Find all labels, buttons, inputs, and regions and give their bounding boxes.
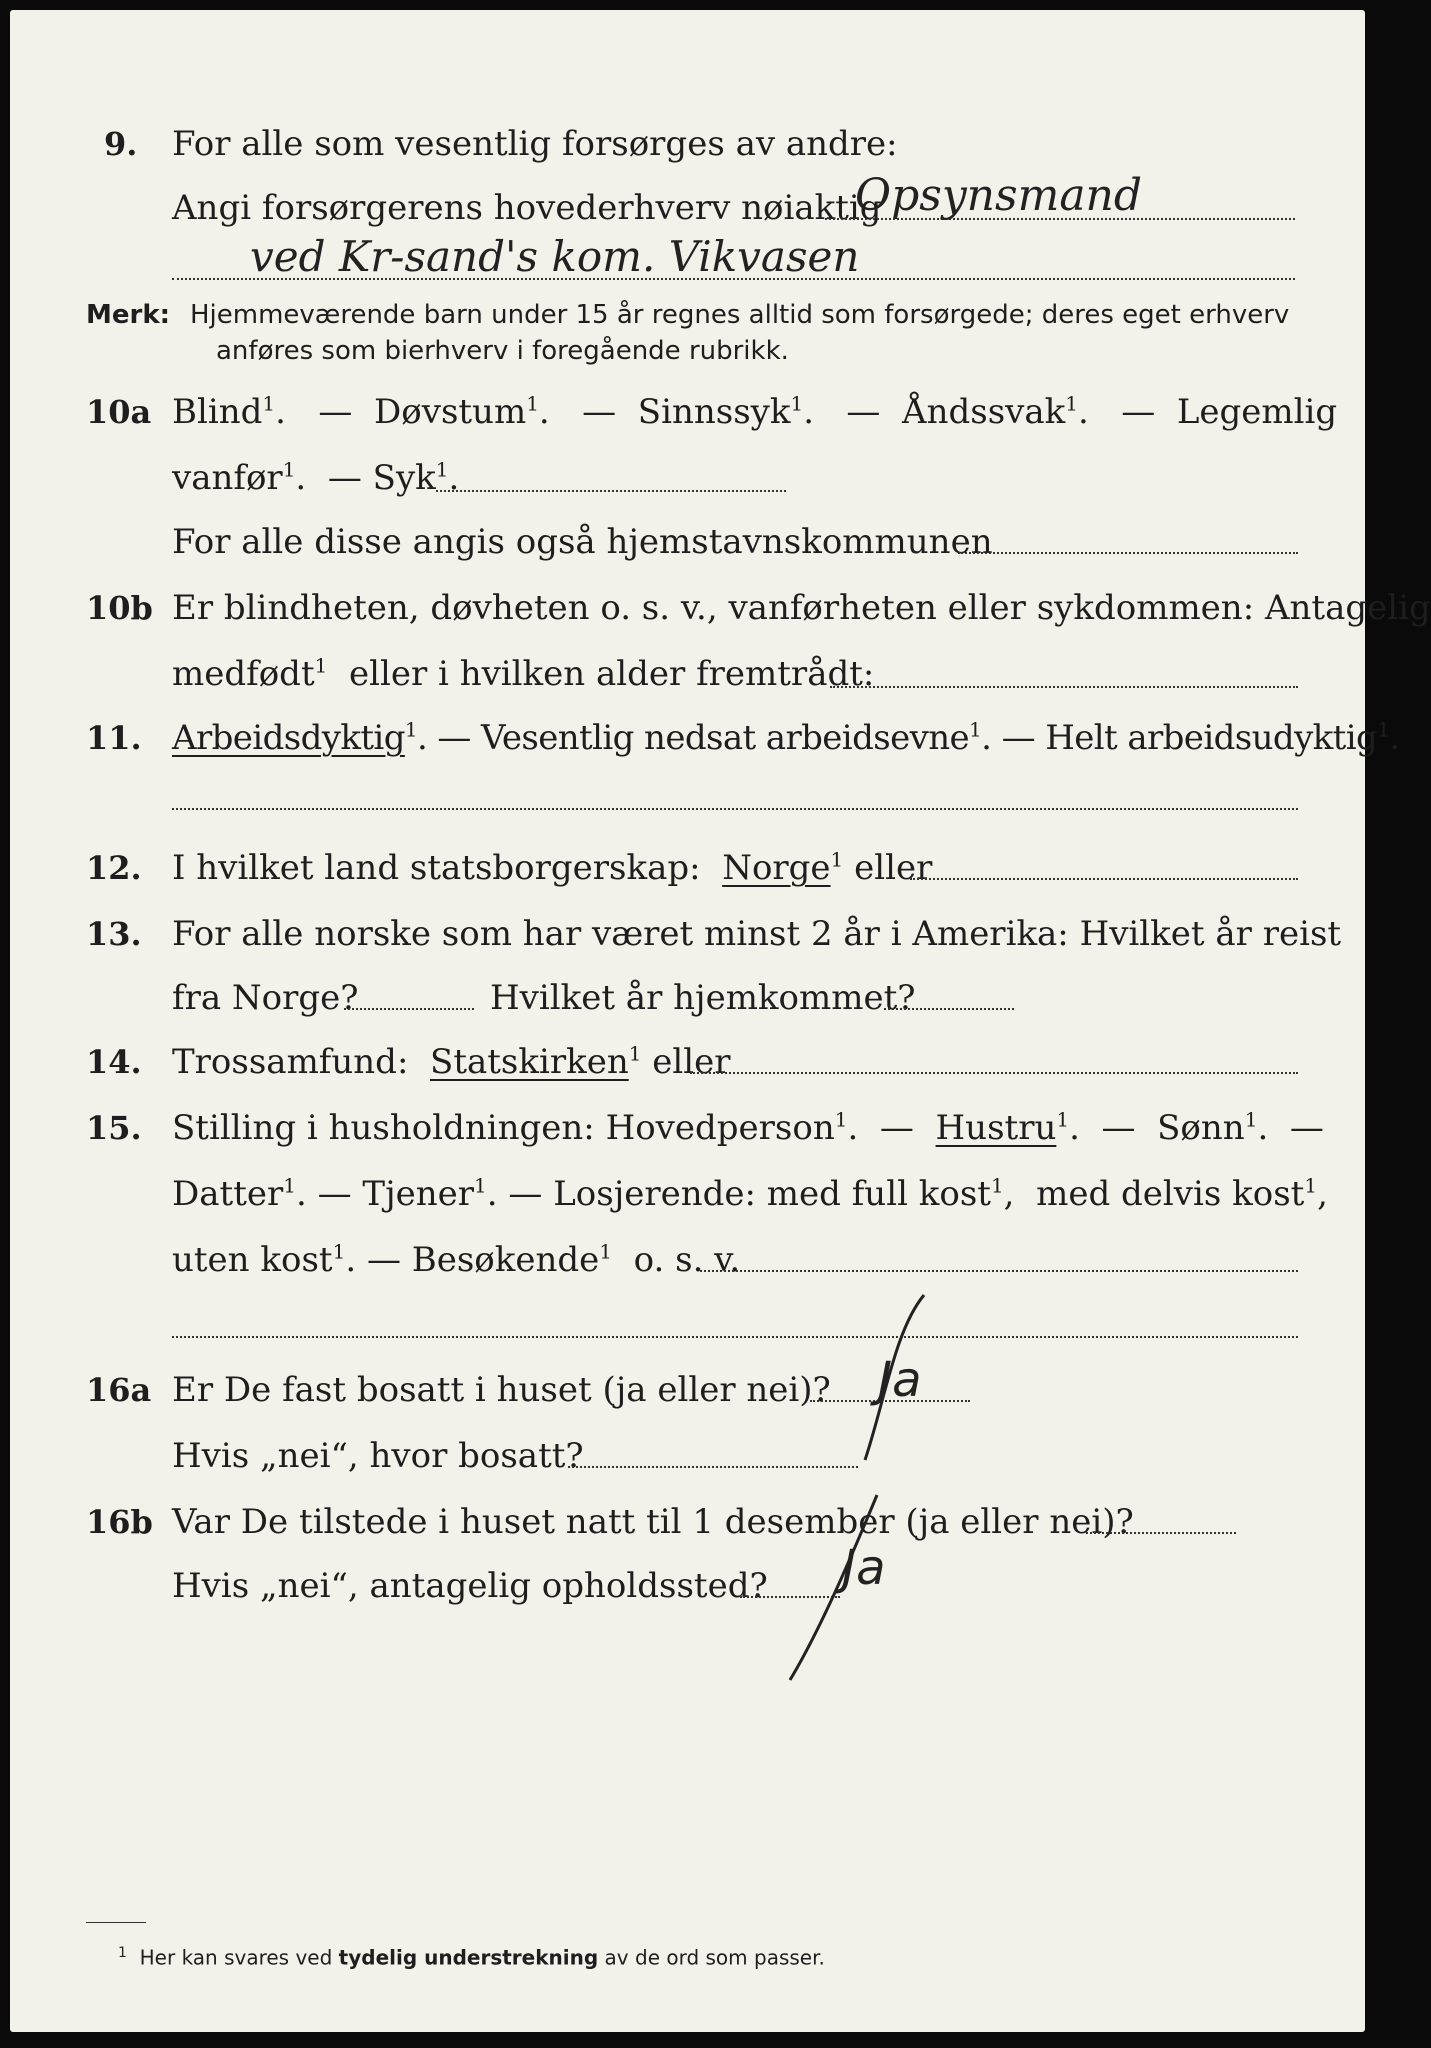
- option-norge-underlined: Norge: [722, 848, 831, 888]
- option-syk: Syk: [372, 458, 436, 498]
- merk-line1: Hjemmeværende barn under 15 år regnes alltid som forsørgede; deres eget erhverv: [190, 300, 1290, 330]
- q11-line: Arbeidsdyktig$^1$. — Vesentlig nedsat arbeidsevne$^1$. — Helt arbeidsudyktig$^1$.: [172, 717, 1400, 758]
- option-nedsat-arbeidsevne: — Vesentlig nedsat arbeidsevne: [437, 718, 970, 758]
- option-statskirken-underlined: Statskirken: [430, 1042, 629, 1082]
- q13-fra-norge: fra Norge?: [172, 978, 359, 1018]
- q10b-line2: medfødt$^1$ eller i hvilken alder fremtrådt:: [172, 653, 875, 694]
- q16b-line1: Var De tilstede i huset natt til 1 desember (ja eller nei)?: [172, 1502, 1134, 1542]
- merk-line2: anføres som bierhverv i foregående rubrikk.: [216, 336, 789, 366]
- option-medfodt: medfødt: [172, 654, 315, 694]
- q13-hjemkommet: Hvilket år hjemkommet?: [490, 978, 916, 1018]
- merk-label: Merk:: [86, 300, 171, 330]
- q16b-handwritten-answer: Ja: [842, 1540, 886, 1596]
- q10a-line1: Blind$^1$. — Døvstum$^1$. — Sinnssyk$^1$. — Åndssvak$^1$. — Legemlig: [172, 391, 1338, 432]
- q10a-line2: vanfør$^1$. — Syk$^1$.: [172, 457, 460, 498]
- q16a-handwritten-answer: Ja: [878, 1352, 922, 1408]
- footnote-rule: [86, 1922, 146, 1923]
- q12-number: 12.: [86, 849, 142, 887]
- q15-number: 15.: [86, 1109, 142, 1147]
- option-vanfor: vanfør: [172, 458, 283, 498]
- option-blind: Blind: [172, 392, 263, 432]
- q15-line1: Stilling i husholdningen: Hovedperson$^1$. — Hustru$^1$. — Sønn$^1$. —: [172, 1107, 1324, 1148]
- option-hustru-underlined: Hustru: [935, 1108, 1057, 1148]
- q10b-number: 10b: [86, 589, 153, 627]
- q14-line: Trossamfund: Statskirken$^1$ eller: [172, 1041, 731, 1082]
- q16a-number: 16a: [86, 1371, 152, 1409]
- option-dovstum: Døvstum: [374, 392, 527, 432]
- option-arbeidsudyktig: — Helt arbeidsudyktig: [1001, 718, 1378, 758]
- footnote: $^1$ Her kan svares ved tydelig understrekning av de ord som passer.: [118, 1945, 825, 1970]
- q9-handwritten-answer-1: Opsynsmand: [855, 170, 1143, 221]
- q13-number: 13.: [86, 915, 142, 953]
- q13-line1: For alle norske som har været minst 2 år i Amerika: Hvilket år reist: [172, 914, 1342, 954]
- ja-stroke-1: [865, 1295, 924, 1460]
- q10b-line1: Er blindheten, døvheten o. s. v., vanførheten eller sykdommen: Antagelig: [172, 588, 1431, 628]
- option-legemlig: Legemlig: [1176, 392, 1338, 432]
- q16b-line2: Hvis „nei“, antagelig opholdssted?: [172, 1566, 768, 1606]
- q16a-line2: Hvis „nei“, hvor bosatt?: [172, 1436, 584, 1476]
- q15-line3: uten kost$^1$. — Besøkende$^1$ o. s. v.: [172, 1239, 741, 1280]
- q9-line2: Angi forsørgerens hovederhverv nøiaktig: [172, 188, 882, 228]
- q11-number: 11.: [86, 719, 142, 757]
- ja-stroke-2: [790, 1495, 877, 1680]
- option-andssvak: Åndssvak: [902, 392, 1066, 432]
- q16b-number: 16b: [86, 1503, 153, 1541]
- option-arbeidsdyktig-underlined: Arbeidsdyktig: [172, 718, 405, 758]
- q12-line: I hvilket land statsborgerskap: Norge$^1$ eller: [172, 847, 933, 888]
- q9-number: 9.: [104, 125, 138, 163]
- q10a-line3: For alle disse angis også hjemstavnskommunen: [172, 522, 993, 562]
- q9-handwritten-answer-2: ved Kr-sand's kom. Vikvasen: [250, 232, 860, 281]
- q15-line2: Datter$^1$. — Tjener$^1$. — Losjerende: med full kost$^1$, med delvis kost$^1$,: [172, 1173, 1328, 1214]
- q14-number: 14.: [86, 1043, 142, 1081]
- q10a-number: 10a: [86, 393, 152, 431]
- option-sinnssyk: Sinnssyk: [637, 392, 791, 432]
- q16a-line1: Er De fast bosatt i huset (ja eller nei)?: [172, 1370, 831, 1410]
- q9-line1: For alle som vesentlig forsørges av andre:: [172, 124, 898, 164]
